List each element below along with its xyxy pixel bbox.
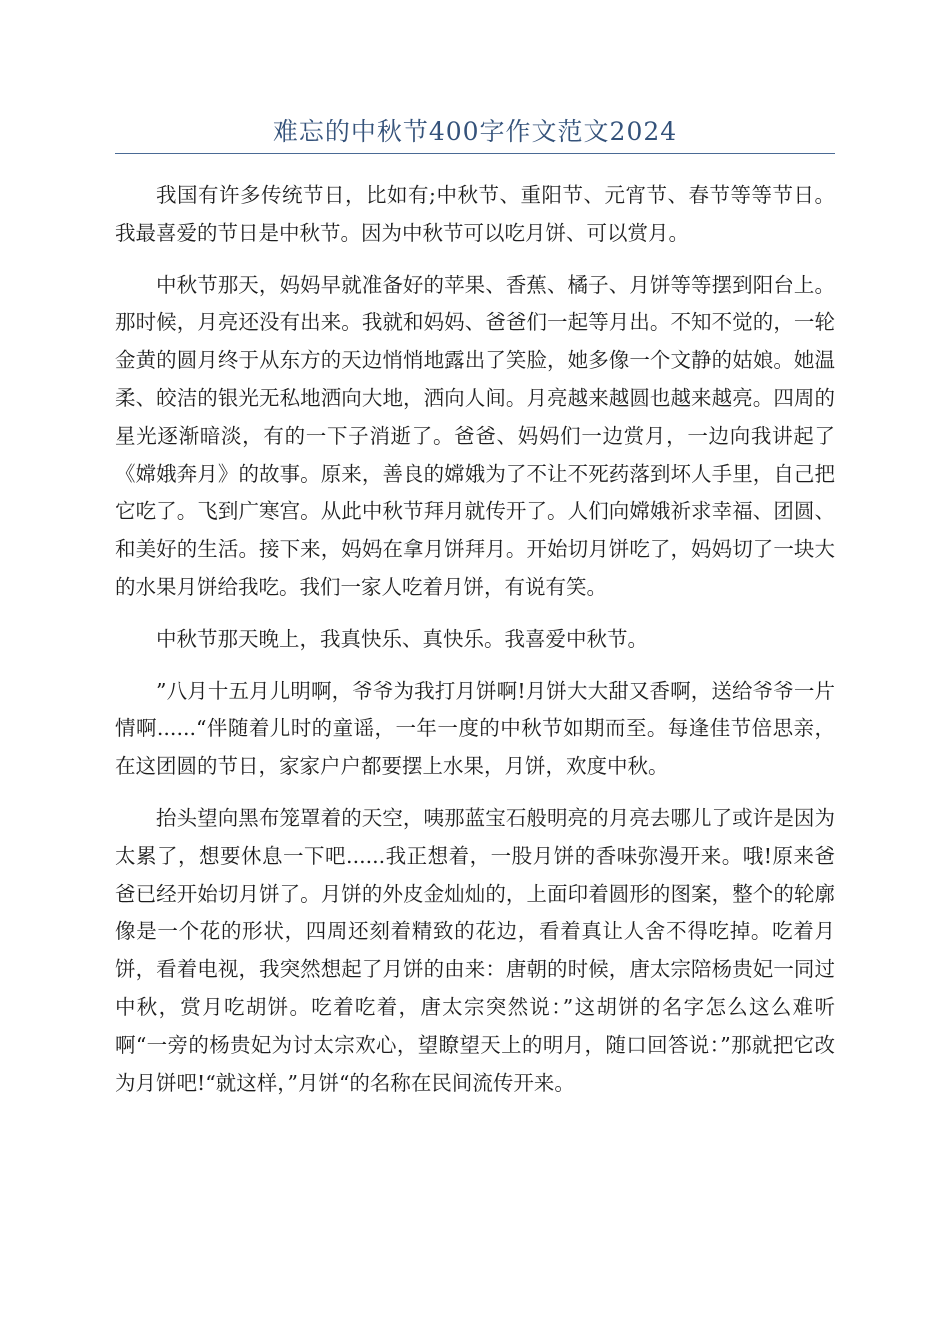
title-underline (115, 153, 835, 154)
paragraph-3: 中秋节那天晚上，我真快乐、真快乐。我喜爱中秋节。 (156, 626, 648, 651)
paragraph-2: 中秋节那天，妈妈早就准备好的苹果、香蕉、橘子、月饼等等摆到阳台上。那时候，月亮还没有出来。我就和妈妈、爸爸们一起等月出。不知不觉的，一轮金黄的圆月终于从东方的天边悄悄地露出了笑脸，她多像一个文静的姑娘。她温柔、皎洁的银光无私地洒向大地，洒向人间。月亮越来越圆也越来越亮。四周的星光逐渐暗淡，有的一下子消逝了。爸爸、妈妈们一边赏月，一边向我讲起了《嫦娥奔月》的故事。原来，善良的嫦娥为了不让不死药落到坏人手里，自己把它吃了。飞到广寒宫。从此中秋节拜月就传开了。人们向嫦娥祈求幸福、团圆、和美好的生活。接下来，妈妈在拿月饼拜月。开始切月饼吃了，妈妈切了一块大的水果月饼给我吃。我们一家人吃着月饼，有说有笑。 (115, 272, 835, 599)
paragraph-1: 我国有许多传统节日，比如有;中秋节、重阳节、元宵节、春节等等节日。我最喜爱的节日是中秋节。因为中秋节可以吃月饼、可以赏月。 (115, 183, 835, 245)
paragraph-5: 抬头望向黑布笼罩着的天空，咦那蓝宝石般明亮的月亮去哪儿了或许是因为太累了，想要休息一下吧......我正想着，一股月饼的香味弥漫开来。哦!原来爸爸已经开始切月饼了。月饼的外皮金灿灿的，上面印着圆形的图案，整个的轮廓像是一个花的形状，四周还刻着精致的花边，看着真让人舍不得吃掉。吃着月饼，看着电视，我突然想起了月饼的由来：唐朝的时候，唐太宗陪杨贵妃一同过中秋，赏月吃胡饼。吃着吃着，唐太宗突然说：”这胡饼的名字怎么这么难听啊“一旁的杨贵妃为讨太宗欢心，望瞭望天上的明月，随口回答说：”那就把它改为月饼吧!“就这样，”月饼“的名称在民间流传开来。 (115, 805, 835, 1095)
paragraph-4: ”八月十五月儿明啊，爷爷为我打月饼啊!月饼大大甜又香啊，送给爷爷一片情啊......“伴随着儿时的童谣，一年一度的中秋节如期而至。每逢佳节倍思亲，在这团圆的节日，家家户户都要摆上水果，月饼，欢度中秋。 (115, 678, 835, 779)
document-body (115, 177, 835, 1116)
document-title: 难忘的中秋节400字作文范文2024 (272, 117, 678, 146)
